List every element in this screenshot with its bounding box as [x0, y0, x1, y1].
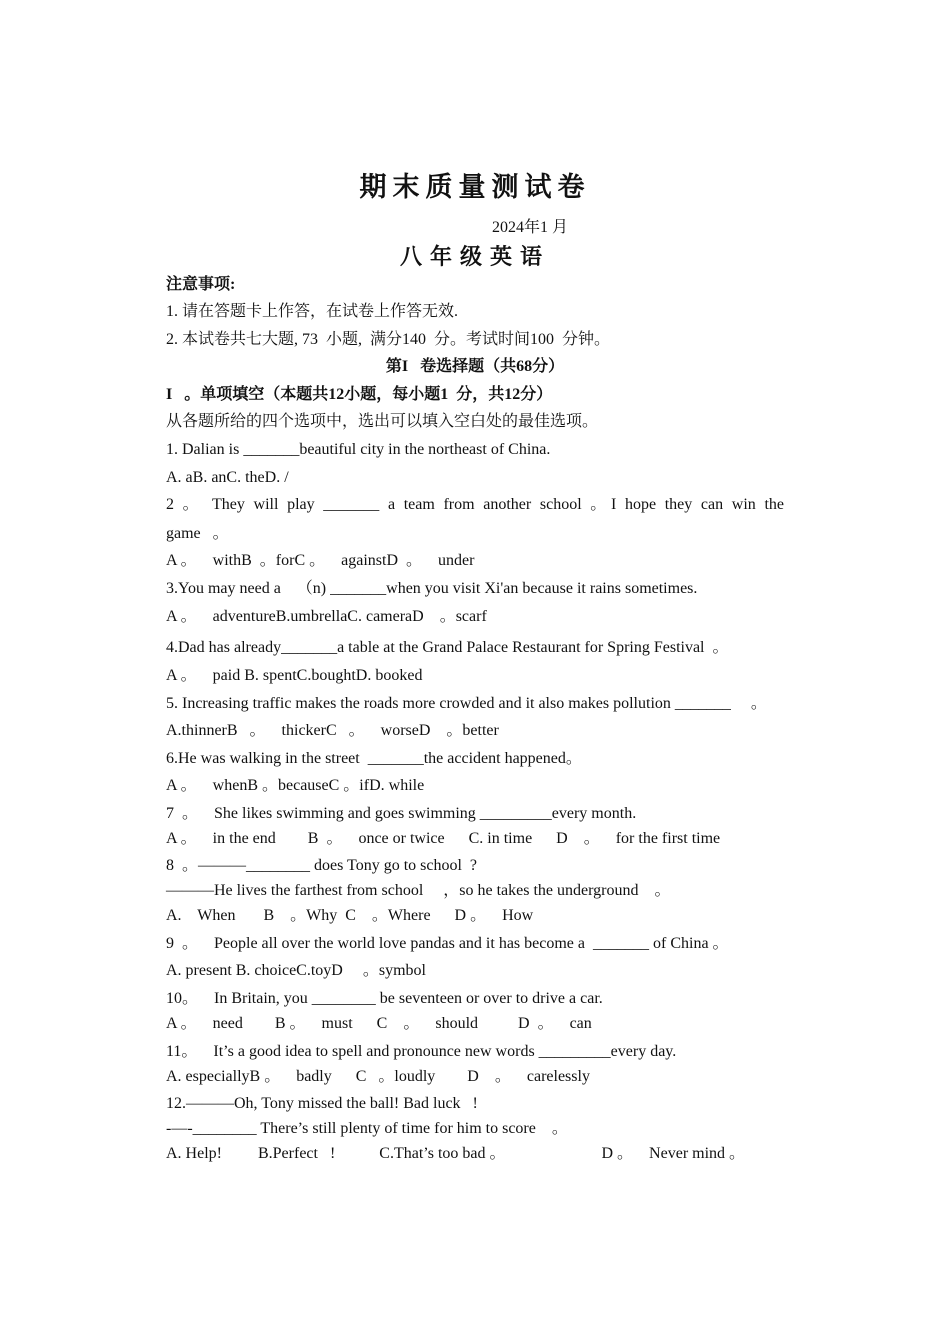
question-options: A. especiallyB 。 badly C 。loudly D 。 carelessly [166, 1068, 590, 1085]
question-text: 1. Dalian is _______beautiful city in the northeast of China. [166, 441, 551, 458]
question-text: 5. Increasing traffic makes the roads more crowded and it also makes pollution _______ 。 [166, 695, 767, 712]
section-heading: I 。单项填空（本题共12小题，每小题1 分，共12分） [166, 386, 553, 403]
question-text: 3.You may need a （n) _______when you visit Xi'an because it rains sometimes. [166, 580, 698, 597]
section-instruction: 从各题所给的四个选项中，选出可以填入空白处的最佳选项。 [166, 413, 599, 430]
question-text: 7 。 She likes swimming and goes swimming _________every month. [166, 805, 637, 822]
exam-date: 2024年1 月 [492, 219, 569, 236]
question-text-continued: ———He lives the farthest from school ，so he takes the underground 。 [166, 882, 671, 899]
question-options: A 。 whenB 。becauseC 。ifD. while [166, 777, 425, 794]
question-options: A 。 in the end B 。 once or twice C. in time D 。 for the first time [166, 830, 721, 847]
question-options: A.thinnerB 。 thickerC 。 worseD 。better [166, 722, 499, 739]
exam-subtitle: 八年级英语 [399, 244, 550, 269]
notice-heading: 注意事项: [166, 276, 236, 293]
question-options: A 。 withB 。forC 。 againstD 。 under [166, 552, 475, 569]
notice-item: 1. 请在答题卡上作答，在试卷上作答无效. [166, 303, 459, 320]
question-text: 12.———Oh, Tony missed the ball! Bad luck ! [166, 1095, 478, 1112]
question-options: A. present B. choiceC.toyD 。symbol [166, 962, 426, 979]
question-text: 11。 It’s a good idea to spell and pronounce new words _________every day. [166, 1043, 677, 1060]
question-text: 9 。 People all over the world love pandas and it has become a _______ of China 。 [166, 935, 729, 952]
question-options: A. aB. anC. theD. / [166, 469, 289, 486]
question-text: 6.He was walking in the street _______the accident happened。 [166, 750, 582, 767]
exam-title: 期末质量测试卷 [359, 172, 591, 202]
question-options: A 。 need B 。 must C 。 should D 。 can [166, 1015, 592, 1032]
question-text: 2 。 They will play _______ a team from another school 。I hope they can win the [166, 496, 784, 513]
question-text: 4.Dad has already_______a table at the Grand Palace Restaurant for Spring Festival 。 [166, 639, 729, 656]
question-options: A 。 adventureB.umbrellaC. cameraD 。scarf [166, 608, 487, 625]
question-text: 10。 In Britain, you ________ be seventeen or over to drive a car. [166, 990, 603, 1007]
question-options: A 。 paid B. spentC.boughtD. booked [166, 667, 423, 684]
question-text-continued: game 。 [166, 525, 229, 542]
question-text-continued: -—-________ There’s still plenty of time for him to score 。 [166, 1120, 568, 1137]
question-text: 8 。———________ does Tony go to school ? [166, 857, 478, 874]
question-options: A. Help! B.Perfect ! C.That’s too bad 。 D 。 Never mind 。 [166, 1145, 746, 1162]
notice-item: 2. 本试卷共七大题, 73 小题, 满分140 分。考试时间100 分钟。 [166, 331, 611, 348]
part-heading: 第I 卷选择题（共68分） [385, 358, 565, 375]
question-options: A. When B 。Why C 。Where D 。 How [166, 907, 534, 924]
